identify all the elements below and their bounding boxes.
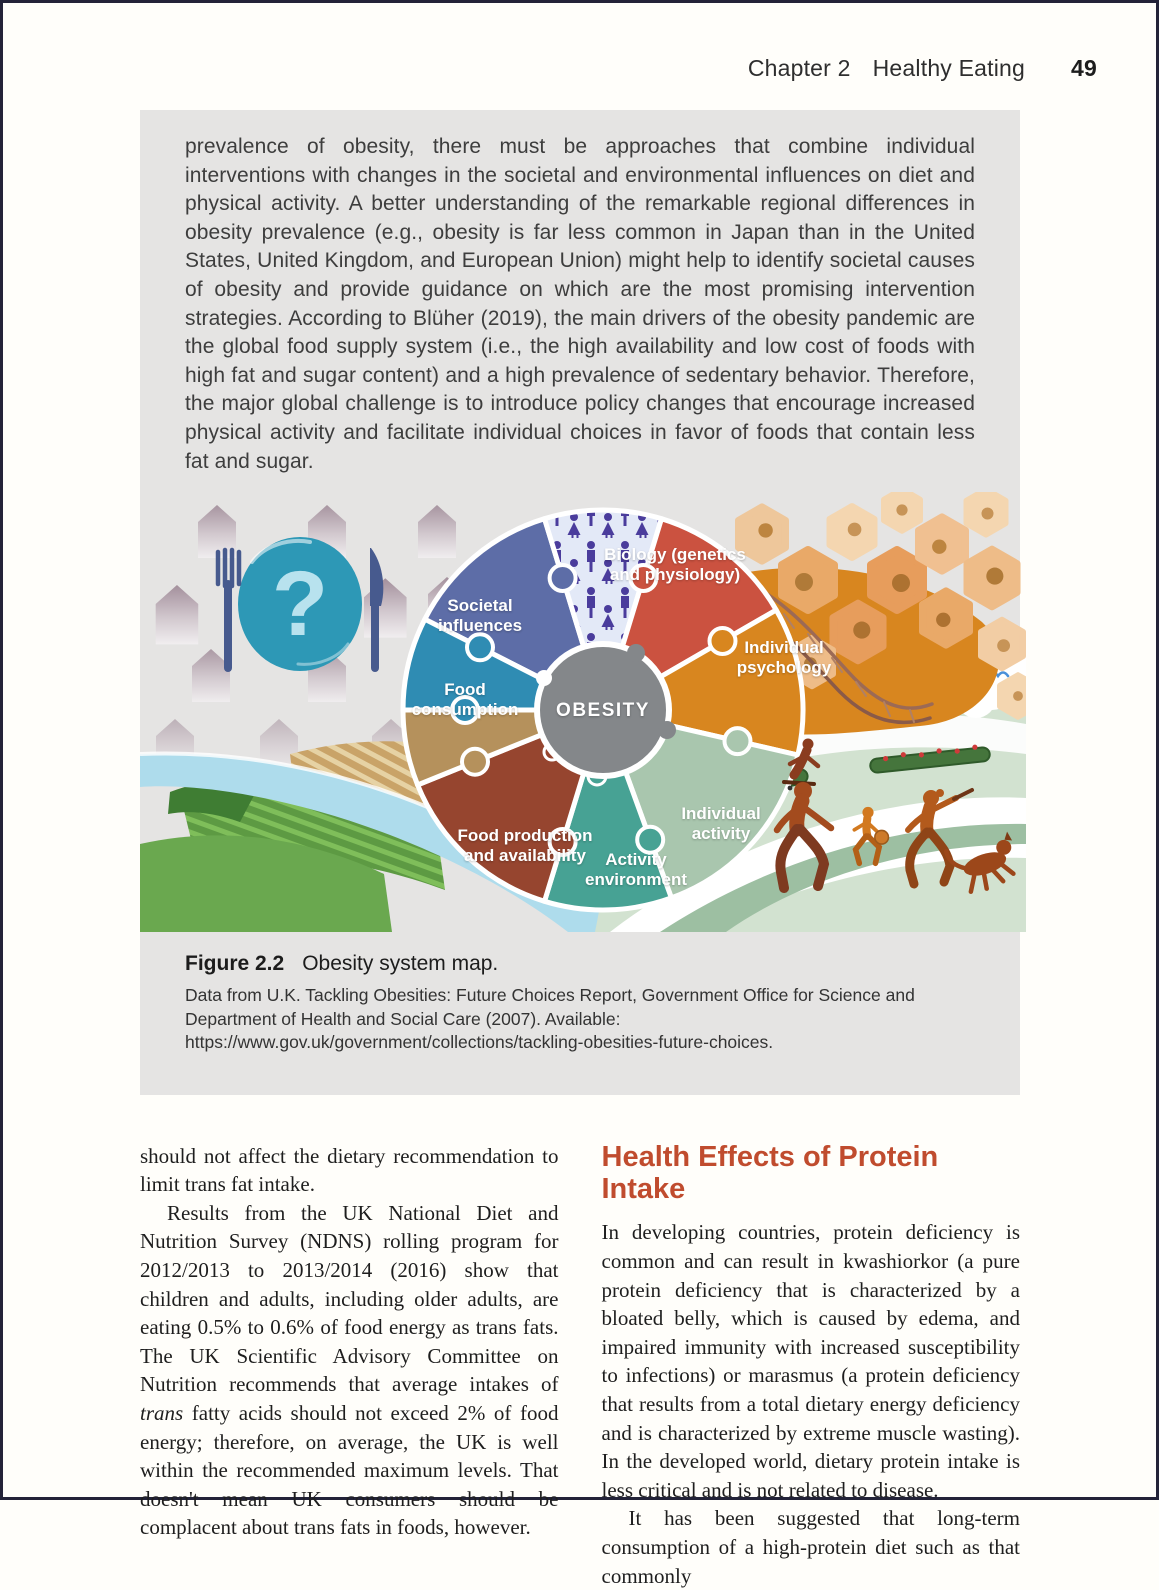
- right-paragraph-2: It has been suggested that long-term consumption of a high-protein diet such as that commonly: [601, 1506, 1020, 1588]
- obesity-system-map-illustration: [140, 492, 1026, 932]
- label-food-production: Food production and availability: [457, 826, 593, 866]
- running-header: [3, 3, 1156, 82]
- chapter-title: Healthy Eating: [872, 55, 1026, 81]
- right-column: [602, 1142, 1021, 1590]
- page-number: 49: [1071, 55, 1097, 81]
- left-paragraph-1: should not affect the dietary recommendation to limit trans fat intake.: [140, 1143, 559, 1197]
- excerpt-box: [140, 110, 1020, 1095]
- label-biology: Biology (genetics and physiology): [604, 545, 746, 585]
- left-paragraph-2: [140, 1199, 559, 1542]
- svg-text:?: ?: [271, 553, 329, 656]
- chapter-label: Chapter 2: [747, 55, 851, 81]
- label-obesity: OBESITY: [556, 700, 650, 722]
- left-column: [140, 1142, 559, 1590]
- figure-source: Data from U.K. Tackling Obesities: Future Choices Report, Government Office for Science and Department of Health and Social Care (2007). Available: https://www.gov.uk/government/collections/tackling-obesities-future-choices.: [185, 985, 915, 1053]
- plate-question-icon: [238, 537, 362, 671]
- figure-number: Figure 2.2: [185, 952, 285, 976]
- label-individual-activity: Individual activity: [681, 804, 761, 844]
- right-paragraph-1: In developing countries, protein deficiency is common and can result in kwashiorkor (a pure protein deficiency that is characterized by a bloated belly, which is caused by edema, and impaired immunity with increased susceptibility to infections) or marasmus (a protein deficiency that results from a total dietary energy deficiency and is characterized by extreme muscle wasting). In the developed world, dietary protein intake is less critical and is not related to disease.: [601, 1220, 1020, 1502]
- label-food-consumption: Food consumption: [411, 680, 519, 720]
- label-activity-environment: Activity environment: [584, 850, 688, 890]
- fork-icon: [218, 550, 239, 668]
- figure-caption: [140, 932, 1020, 1095]
- obesity-system-map-figure: [140, 492, 1026, 932]
- left-p2-italic: trans: [140, 1400, 184, 1425]
- left-p2-text-cont: fatty acids should not exceed 2% of food energy; therefore, on average, the UK is well within the recommended maximum levels. That doesn't mean UK consumers should be complacent about trans fats in foods, however.: [140, 1400, 559, 1540]
- excerpt-paragraph: prevalence of obesity, there must be approaches that combine individual interventions with changes in the societal and environmental influences on diet and physical activity. A better understanding of the remarkable regional differences in obesity prevalence (e.g., obesity is far less common in Japan than in the United States, United Kingdom, and European Union) might help to identify societal causes of obesity and provide guidance on which are the most promising intervention strategies. According to Blüher (2019), the main drivers of the obesity pandemic are the global food supply system (i.e., the high availability and low cost of foods with high fat and sugar content) and a high prevalence of sedentary behavior. Therefore, the major global challenge is to introduce policy changes that encourage increased physical activity and facilitate individual choices in favor of foods that contain less fat and sugar.: [185, 135, 975, 473]
- label-societal-influences: Societal influences: [437, 596, 523, 636]
- left-p2-text: Results from the UK National Diet and Nutrition Survey (NDNS) rolling program for 2012/2013 to 2013/2014 (2016) show that children and adults, including older adults, are eating 0.5% to 0.6% of food energy as trans fats. The UK Scientific Advisory Committee on Nutrition recommends that average intakes of: [140, 1200, 559, 1397]
- body-columns: [140, 1142, 1020, 1590]
- section-heading: Health Effects of Protein Intake: [601, 1140, 939, 1205]
- label-individual-psychology: Individual psychology: [736, 638, 832, 678]
- figure-title: Obesity system map.: [302, 952, 499, 976]
